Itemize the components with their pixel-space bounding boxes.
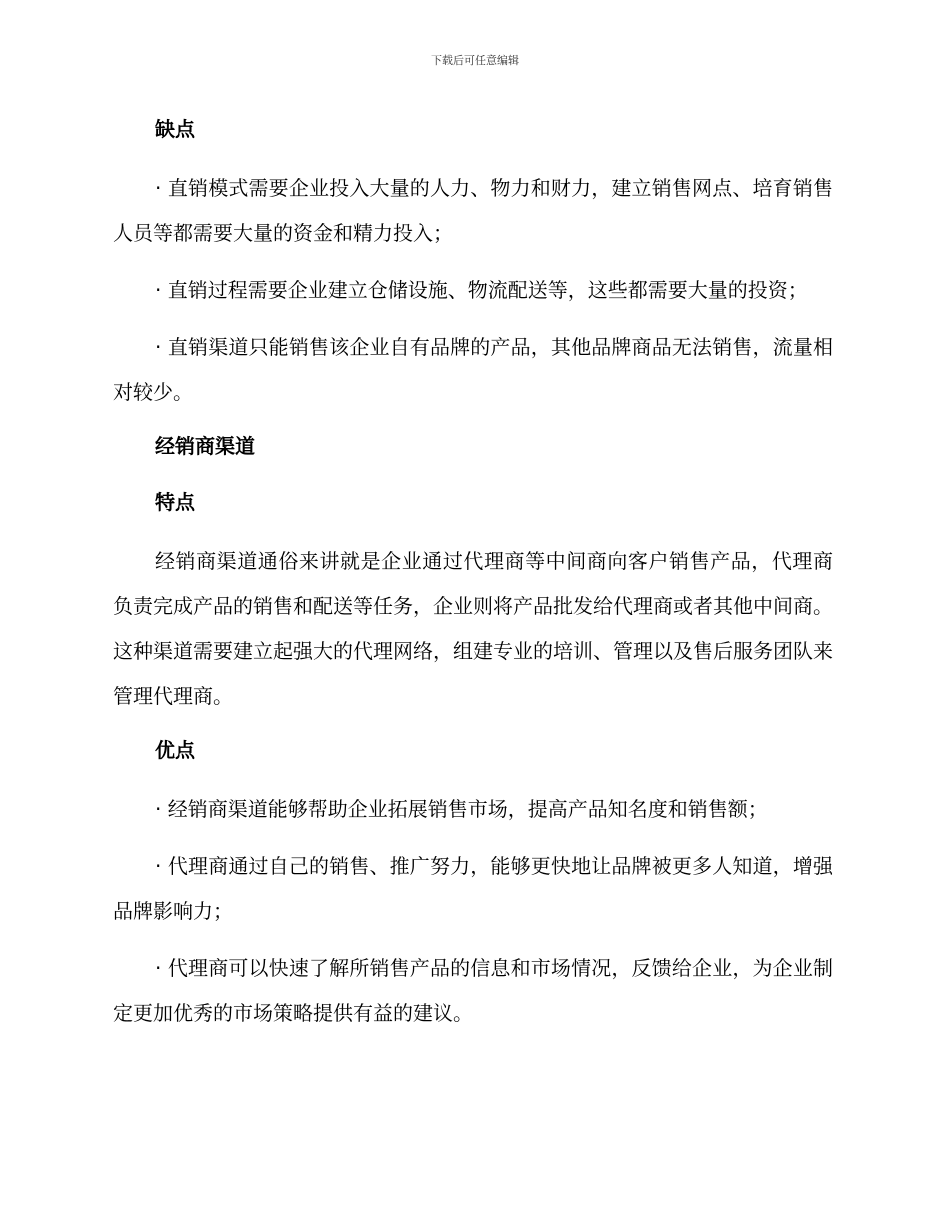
heading-features: 特点 (155, 490, 195, 514)
disadvantage-item-2: · 直销过程需要企业建立仓储设施、物流配送等，这些都需要大量的投资； (155, 278, 808, 302)
heading-advantages: 优点 (155, 738, 195, 762)
heading-dealer-channel: 经销商渠道 (155, 434, 255, 458)
advantage-item-1: · 经销商渠道能够帮助企业拓展销售市场，提高产品知名度和销售额； (155, 797, 768, 821)
page-header: 下载后可任意编辑 (431, 54, 519, 67)
heading-disadvantages: 缺点 (155, 117, 195, 141)
document-body (113, 110, 833, 1048)
disadvantage-item-3: · 直销渠道只能销售该企业自有品牌的产品，其他品牌商品无法销售，流量相对较少。 (113, 335, 833, 404)
features-paragraph: 经销商渠道通俗来讲就是企业通过代理商等中间商向客户销售产品，代理商负责完成产品的销售和配送等任务，企业则将产品批发给代理商或者其他中间商。这种渠道需要建立起强大的代理网络，组建专业的培训、管理以及售后服务团队来管理代理商。 (113, 549, 833, 708)
advantage-item-2: · 代理商通过自己的销售、推广努力，能够更快地让品牌被更多人知道，增强品牌影响力； (113, 854, 833, 923)
advantage-item-3: · 代理商可以快速了解所销售产品的信息和市场情况，反馈给企业，为企业制定更加优秀的市场策略提供有益的建议。 (113, 956, 833, 1025)
disadvantage-item-1: · 直销模式需要企业投入大量的人力、物力和财力，建立销售网点、培育销售人员等都需要大量的资金和精力投入； (113, 176, 833, 245)
